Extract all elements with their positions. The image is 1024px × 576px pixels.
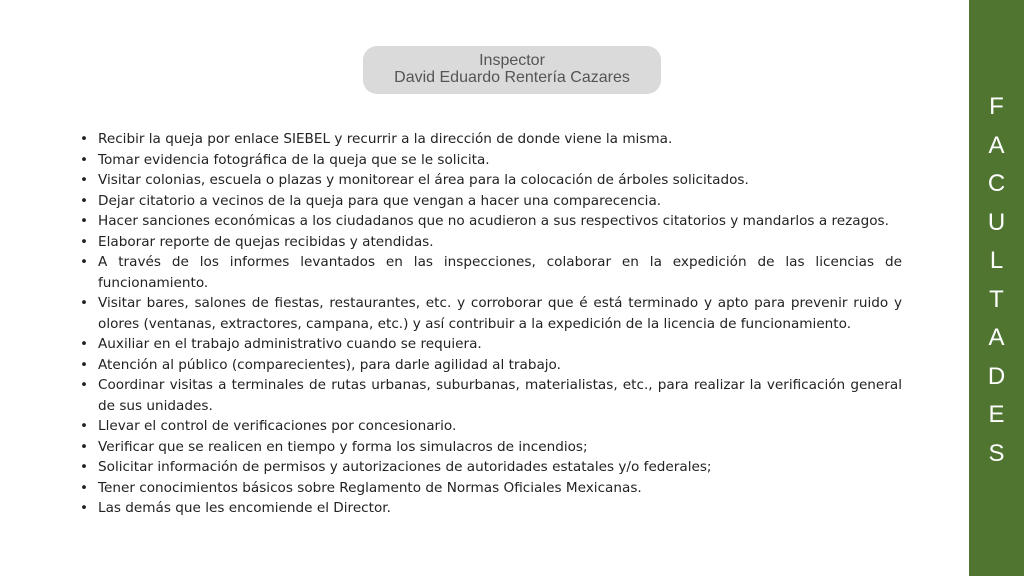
bullet: • [80,418,89,434]
bullet: • [80,356,89,373]
side-panel-letter: C [987,170,1006,197]
duty-text: Visitar bares, salones de fiestas, restaurantes, etc. y corroborar que é está terminado y apto para prevenir ruido y olores (ventanas, extractores, campana, etc.) y así contribuir a la expedición de la licencia de funcionamiento. [98,295,902,332]
side-panel-letter: T [989,285,1004,313]
duties-list [77,129,902,519]
bullet: • [80,151,89,168]
duty-item [77,191,902,212]
duty-item [77,437,902,458]
bullet: • [80,438,89,455]
duty-item [77,129,902,150]
duty-item [77,498,902,519]
duty-text: Tomar evidencia fotográfica de la queja que se le solicita. [98,151,490,168]
bullet: • [80,500,89,516]
side-panel-letter: U [987,208,1006,236]
duty-text: Atención al público (comparecientes), para darle agilidad al trabajo. [98,356,561,373]
side-panel-title [969,88,1024,473]
duty-item [77,334,902,355]
duty-text: Elaborar reporte de quejas recibidas y atendidas. [98,233,434,250]
side-panel-letter: E [988,401,1005,428]
side-panel-letter: F [989,93,1004,120]
duty-item [77,375,902,416]
duty-text: A través de los informes levantados en las inspecciones, colaborar en la expedición de las licencias de funcionamiento. [98,254,902,291]
duty-text: Dejar citatorio a vecinos de la queja para que vengan a hacer una comparecencia. [98,192,662,209]
duty-text: Recibir la queja por enlace SIEBEL y recurrir a la dirección de donde viene la misma. [98,131,673,147]
duty-item [77,211,902,232]
bullet: • [80,479,89,496]
duty-text: Verificar que se realicen en tiempo y forma los simulacros de incendios; [98,438,588,455]
duty-text: Las demás que les encomiende el Director. [98,500,391,516]
bullet: • [80,336,89,352]
side-panel-letter: D [987,362,1006,390]
duty-item [77,457,902,478]
bullet: • [80,172,89,188]
bullet: • [80,295,89,311]
duty-text: Tener conocimientos básicos sobre Reglamento de Normas Oficiales Mexicanas. [98,479,642,496]
duty-item [77,416,902,437]
duty-item [77,232,902,253]
duty-item [77,355,902,376]
duty-item [77,170,902,191]
duty-item [77,252,902,293]
duty-text: Auxiliar en el trabajo administrativo cuando se requiera. [98,336,482,352]
bullet: • [80,254,89,270]
bullet: • [80,377,89,393]
duty-text: Hacer sanciones económicas a los ciudadanos que no acudieron a sus respectivos citatorios y mandarlos a rezagos. [98,213,889,229]
bullet: • [80,213,89,229]
duty-text: Llevar el control de verificaciones por concesionario. [98,418,457,434]
inspector-role: Inspector [479,52,545,69]
duty-text: Visitar colonias, escuela o plazas y monitorear el área para la colocación de árboles solicitados. [98,172,749,188]
duty-item [77,293,902,334]
bullet: • [80,192,89,209]
duty-text: Coordinar visitas a terminales de rutas urbanas, suburbanas, materialistas, etc., para realizar la verificación general de sus unidades. [98,377,902,414]
duty-text: Solicitar información de permisos y autorizaciones de autoridades estatales y/o federales; [98,459,712,475]
duty-item [77,150,902,171]
bullet: • [80,233,89,250]
title-box [363,46,661,94]
side-panel-letter: L [989,247,1004,274]
bullet: • [80,459,89,475]
side-panel-letter: A [988,324,1005,351]
side-panel-letter: A [988,131,1005,159]
side-panel [969,0,1024,576]
side-panel-letter: S [988,439,1005,467]
inspector-name: David Eduardo Rentería Cazares [394,69,630,86]
bullet: • [80,131,89,147]
duty-item [77,478,902,499]
